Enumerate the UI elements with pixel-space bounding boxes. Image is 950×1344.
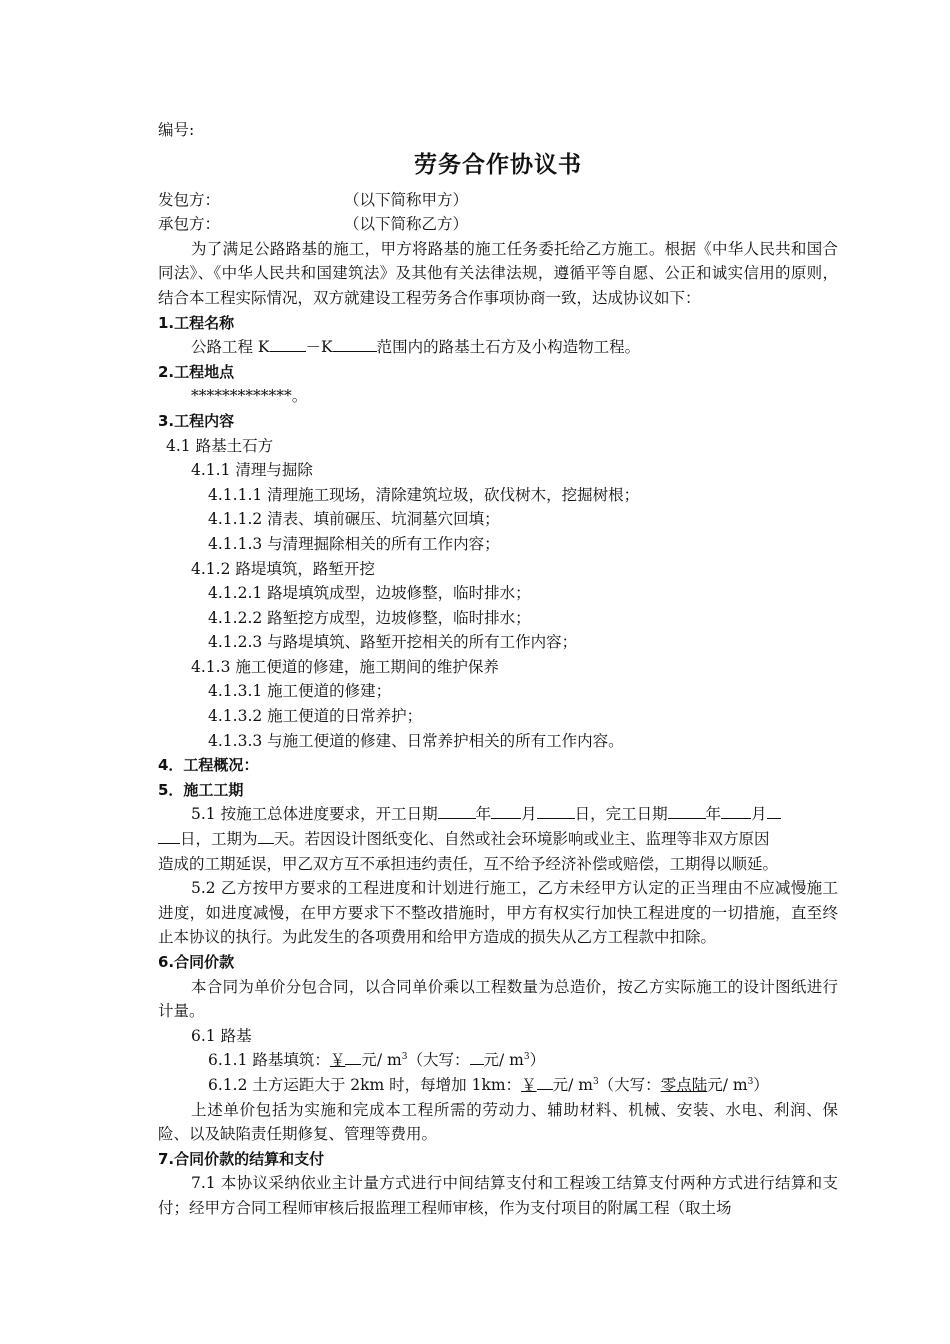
- blank-field: [491, 804, 521, 819]
- section-4-heading: 4．工程概况：: [158, 756, 259, 775]
- price-label: 6.1.2 土方运距大于 2km 时，每增加 1km：: [208, 1075, 522, 1094]
- price-words: 零点陆: [660, 1075, 708, 1094]
- schedule-text: 年: [475, 805, 492, 824]
- content-item: 4.1.1 清理与掘除: [191, 461, 313, 480]
- price-unit: 元/ m: [552, 1075, 593, 1094]
- section-3-heading: 3.工程内容: [158, 411, 235, 430]
- price-text: ）: [753, 1075, 769, 1094]
- party-b-note: （以下简称乙方）: [344, 215, 469, 234]
- content-item: 4.1.1.3 与清理掘除相关的所有工作内容；: [208, 534, 500, 553]
- party-a-label: 发包方：: [158, 190, 221, 209]
- party-a-note: （以下简称甲方）: [344, 190, 469, 209]
- blank-field: [721, 804, 751, 819]
- yuan-symbol: ￥: [521, 1075, 537, 1094]
- price-unit: 元/ m: [361, 1051, 402, 1070]
- price-unit: 元/ m: [707, 1075, 748, 1094]
- blank-field: [767, 804, 781, 819]
- content-item: 4.1.3.2 施工便道的日常养护；: [208, 707, 423, 726]
- blank-field: [158, 829, 180, 844]
- content-item: 4.1.3.3 与施工便道的修建、日常养护相关的所有工作内容。: [208, 731, 624, 750]
- price-subheading: 6.1 路基: [191, 1026, 252, 1045]
- price-text: ）: [529, 1051, 546, 1070]
- schedule-paragraph-2: 5.2 乙方按甲方要求的工程进度和计划进行施工，乙方未经甲方认定的正当理由不应减慢施工进度，如进度减慢，在甲方要求下不整改措施时，甲方有权实行加快工程进度的一切措施，直至终止本协议的执行。为此发生的各项费用和给甲方造成的损失从乙方工程款中扣除。: [158, 879, 838, 947]
- schedule-text: 天。若因设计图纸变化、自然或社会环境影响或业主、监理等非双方原因: [273, 830, 770, 849]
- blank-field: [270, 337, 306, 352]
- schedule-text: 月: [521, 805, 537, 824]
- price-label: 6.1.1 路基填筑：: [208, 1051, 330, 1070]
- page-title: 劳务合作协议书: [414, 150, 582, 178]
- project-name-line: [158, 335, 838, 360]
- section-2-heading: 2.工程地点: [158, 362, 235, 381]
- price-text: （大写：: [598, 1075, 661, 1094]
- blank-field: [345, 1050, 361, 1065]
- content-item: 4.1.3 施工便道的修建，施工期间的维护保养: [191, 657, 499, 676]
- schedule-line-3: 造成的工期延误，甲乙双方互不承担违约责任，互不给予经济补偿或赔偿，工期得以顺延。: [158, 854, 779, 873]
- schedule-text: 日，完工日期: [574, 805, 668, 824]
- project-location: *************。: [191, 387, 308, 406]
- blank-field: [537, 1075, 553, 1090]
- section-7-heading: 7.合同价款的结算和支付: [158, 1149, 325, 1168]
- section-6-heading: 6.合同价款: [158, 953, 235, 971]
- project-name-text-c: 范围内的路基土石方及小构造物工程。: [376, 338, 641, 357]
- project-name-text-b: －K: [305, 338, 333, 357]
- blank-field: [438, 804, 476, 819]
- blank-field: [668, 804, 706, 819]
- unit-superscript: 3: [747, 1076, 754, 1087]
- blank-field: [470, 1050, 484, 1065]
- document-body: [158, 118, 838, 1221]
- blank-field: [333, 337, 377, 352]
- unit-superscript: 3: [592, 1076, 599, 1087]
- content-item: 4.1.2.1 路堤填筑成型，边坡修整，临时排水；: [208, 584, 531, 603]
- party-b-line: [158, 212, 838, 237]
- unit-superscript: 3: [523, 1052, 530, 1063]
- schedule-line-1: [158, 802, 838, 827]
- content-item: 4.1.1.2 清表、填前碾压、坑洞墓穴回填；: [208, 510, 500, 529]
- content-item: 4.1.1.1 清理施工现场，清除建筑垃圾，砍伐树木，挖掘树根；: [208, 485, 640, 504]
- blank-field: [537, 804, 575, 819]
- schedule-text: 年: [705, 805, 722, 824]
- price-text: （大写：: [407, 1051, 470, 1070]
- yuan-symbol: ￥: [329, 1051, 346, 1070]
- content-item: 4.1.3.1 施工便道的修建；: [208, 682, 392, 701]
- project-name-text-a: 公路工程 K: [191, 338, 270, 357]
- content-item: 4.1.2.3 与路堤填筑、路堑开挖相关的所有工作内容；: [208, 633, 578, 652]
- unit-superscript: 3: [401, 1052, 408, 1063]
- blank-field: [258, 829, 274, 844]
- party-b-label: 承包方：: [158, 215, 221, 234]
- doc-number-label: 编号:: [158, 121, 195, 139]
- section-5-heading: 5．施工工期: [158, 780, 244, 799]
- price-unit: 元/ m: [483, 1051, 524, 1070]
- content-item: 4.1 路基土石方: [166, 436, 274, 455]
- settlement-paragraph: 7.1 本协议采纳依业主计量方式进行中间结算支付和工程竣工结算支付两种方式进行结算和支付；经甲方合同工程师审核后报监理工程师审核，作为支付项目的附属工程（取土场: [158, 1174, 838, 1217]
- section-1-heading: 1.工程名称: [158, 313, 235, 332]
- price-line-611: [158, 1048, 838, 1073]
- price-paragraph-1: 本合同为单价分包合同，以合同单价乘以工程数量为总造价，按乙方实际施工的设计图纸进行计量。: [158, 977, 838, 1021]
- schedule-text: 5.1 按施工总体进度要求，开工日期: [191, 805, 438, 824]
- party-a-line: [158, 188, 838, 213]
- content-item: 4.1.2.2 路堑挖方成型，边坡修整，临时排水；: [208, 608, 531, 627]
- schedule-text: 日，工期为: [180, 830, 258, 849]
- schedule-text: 月: [751, 805, 767, 824]
- content-item: 4.1.2 路堤填筑，路堑开挖: [191, 559, 375, 578]
- price-line-612: [158, 1073, 838, 1098]
- intro-paragraph: 为了满足公路路基的施工，甲方将路基的施工任务委托给乙方施工。根据《中华人民共和国合同法》、《中华人民共和国建筑法》及其他有关法律法规，遵循平等自愿、公正和诚实信用的原则，结合本工程实际情况，双方就建设工程劳务合作事项协商一致，达成协议如下：: [158, 239, 838, 307]
- price-paragraph-2: 上述单价包括为实施和完成本工程所需的劳动力、辅助材料、机械、安装、水电、利润、保险、以及缺陷责任期修复、管理等费用。: [158, 1100, 838, 1144]
- schedule-line-2: [158, 827, 838, 852]
